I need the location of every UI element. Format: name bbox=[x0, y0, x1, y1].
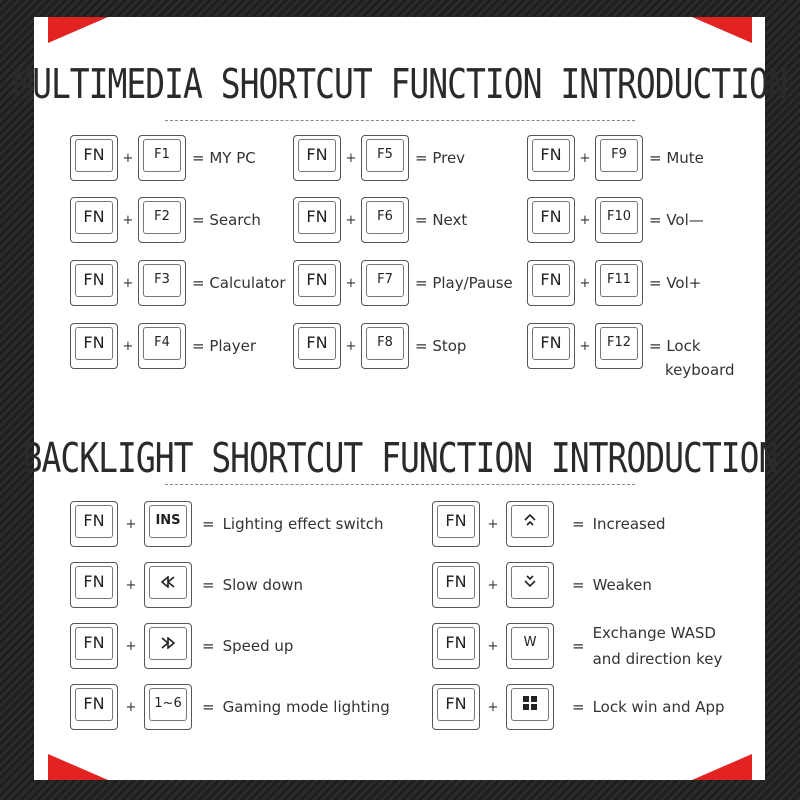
multimedia-divider bbox=[165, 120, 635, 121]
backlight-desc: Speed up bbox=[222, 637, 294, 655]
fn-key: FN bbox=[527, 323, 575, 369]
shortcut-row-f8: FN + F8 = Stop bbox=[293, 322, 466, 370]
page-up-key bbox=[506, 501, 554, 547]
page-down-icon bbox=[507, 573, 553, 592]
shortcut-label: = MY PC bbox=[192, 149, 256, 167]
fn-key: FN bbox=[527, 135, 575, 181]
ins-key: INS bbox=[144, 501, 192, 547]
fn-key: FN bbox=[70, 135, 118, 181]
red-corner-top-left bbox=[48, 17, 108, 43]
shortcut-row-f2: FN + F2 = Search bbox=[70, 196, 261, 244]
shortcut-label: = Play/Pause bbox=[415, 274, 513, 292]
f10-key: F10 bbox=[595, 197, 643, 243]
f6-key: F6 bbox=[361, 197, 409, 243]
shortcut-label: = Search bbox=[192, 211, 261, 229]
shortcut-row-f5: FN + F5 = Prev bbox=[293, 134, 465, 182]
red-corner-bottom-left bbox=[48, 754, 108, 780]
fn-key: FN bbox=[432, 623, 480, 669]
fn-key: FN bbox=[70, 623, 118, 669]
backlight-row-fast: FN + = Speed up bbox=[70, 622, 293, 670]
shortcut-row-f1: FN + F1 = MY PC bbox=[70, 134, 256, 182]
shortcut-row-f6: FN + F6 = Next bbox=[293, 196, 467, 244]
page-up-icon bbox=[507, 512, 553, 531]
shortcut-label: = Vol— bbox=[649, 211, 704, 229]
backlight-desc: Gaming mode lighting bbox=[222, 698, 390, 716]
fn-key: FN bbox=[432, 684, 480, 730]
shortcut-label: = Next bbox=[415, 211, 468, 229]
backlight-desc: Lighting effect switch bbox=[222, 515, 384, 533]
fn-key: FN bbox=[293, 260, 341, 306]
shortcut-row-f12: FN + F12 = Lock bbox=[527, 322, 701, 370]
shortcut-row-f4: FN + F4 = Player bbox=[70, 322, 256, 370]
f7-key: F7 bbox=[361, 260, 409, 306]
f8-key: F8 bbox=[361, 323, 409, 369]
backlight-divider bbox=[165, 484, 635, 485]
shortcut-row-f7: FN + F7 = Play/Pause bbox=[293, 259, 513, 307]
backlight-row-ins: FN + INS = Lighting effect switch bbox=[70, 500, 384, 548]
shortcut-label: = Mute bbox=[649, 149, 704, 167]
backlight-desc: Slow down bbox=[222, 576, 303, 594]
f3-key: F3 bbox=[138, 260, 186, 306]
backlight-title: BACKLIGHT SHORTCUT FUNCTION INTRODUCTION bbox=[22, 433, 778, 482]
backlight-desc: Exchange WASD and direction key bbox=[592, 624, 723, 668]
backlight-desc: Weaken bbox=[592, 576, 652, 594]
backlight-row-winlock: FN + = Lock win and App bbox=[432, 683, 725, 731]
fn-key: FN bbox=[70, 197, 118, 243]
multimedia-title: MULTIMEDIA SHORTCUT FUNCTION INTRODUCTION bbox=[13, 59, 787, 108]
backlight-desc: Lock win and App bbox=[592, 698, 725, 716]
red-corner-bottom-right bbox=[692, 754, 752, 780]
backlight-row-gaming: FN + 1~6 = Gaming mode lighting bbox=[70, 683, 390, 731]
shortcut-label: = Lock bbox=[649, 337, 701, 355]
shortcut-label-continued: keyboard bbox=[665, 361, 735, 379]
shortcut-row-f3: FN + F3 = Calculator bbox=[70, 259, 286, 307]
f11-key: F11 bbox=[595, 260, 643, 306]
fn-key: FN bbox=[70, 684, 118, 730]
f1-key: F1 bbox=[138, 135, 186, 181]
rewind-icon bbox=[145, 573, 191, 592]
backlight-row-weaken: FN + = Weaken bbox=[432, 561, 652, 609]
shortcut-label: = Calculator bbox=[192, 274, 286, 292]
fn-key: FN bbox=[293, 323, 341, 369]
f5-key: F5 bbox=[361, 135, 409, 181]
f2-key: F2 bbox=[138, 197, 186, 243]
fn-key: FN bbox=[432, 501, 480, 547]
fn-key: FN bbox=[527, 260, 575, 306]
shortcut-label: = Player bbox=[192, 337, 257, 355]
shortcut-label: = Stop bbox=[415, 337, 467, 355]
number-keys: 1~6 bbox=[144, 684, 192, 730]
fast-forward-icon bbox=[145, 634, 191, 653]
windows-icon bbox=[507, 695, 553, 714]
shortcut-row-f9: FN + F9 = Mute bbox=[527, 134, 704, 182]
fn-key: FN bbox=[70, 323, 118, 369]
f12-key: F12 bbox=[595, 323, 643, 369]
fn-key: FN bbox=[432, 562, 480, 608]
fast-forward-key bbox=[144, 623, 192, 669]
red-corner-top-right bbox=[692, 17, 752, 43]
backlight-desc: Increased bbox=[592, 515, 666, 533]
rewind-key bbox=[144, 562, 192, 608]
fn-key: FN bbox=[293, 135, 341, 181]
shortcut-label: = Prev bbox=[415, 149, 466, 167]
f4-key: F4 bbox=[138, 323, 186, 369]
fn-key: FN bbox=[70, 501, 118, 547]
f9-key: F9 bbox=[595, 135, 643, 181]
windows-key bbox=[506, 684, 554, 730]
fn-key: FN bbox=[527, 197, 575, 243]
shortcut-label: = Vol+ bbox=[649, 274, 702, 292]
backlight-row-slow: FN + = Slow down bbox=[70, 561, 303, 609]
backlight-row-wasd: FN + W = Exchange WASD and direction key bbox=[432, 622, 722, 670]
fn-key: FN bbox=[70, 562, 118, 608]
shortcut-row-f10: FN + F10 = Vol— bbox=[527, 196, 704, 244]
fn-key: FN bbox=[70, 260, 118, 306]
fn-key: FN bbox=[293, 197, 341, 243]
backlight-row-increase: FN + = Increased bbox=[432, 500, 666, 548]
shortcut-row-f11: FN + F11 = Vol+ bbox=[527, 259, 701, 307]
w-key: W bbox=[506, 623, 554, 669]
page-down-key bbox=[506, 562, 554, 608]
